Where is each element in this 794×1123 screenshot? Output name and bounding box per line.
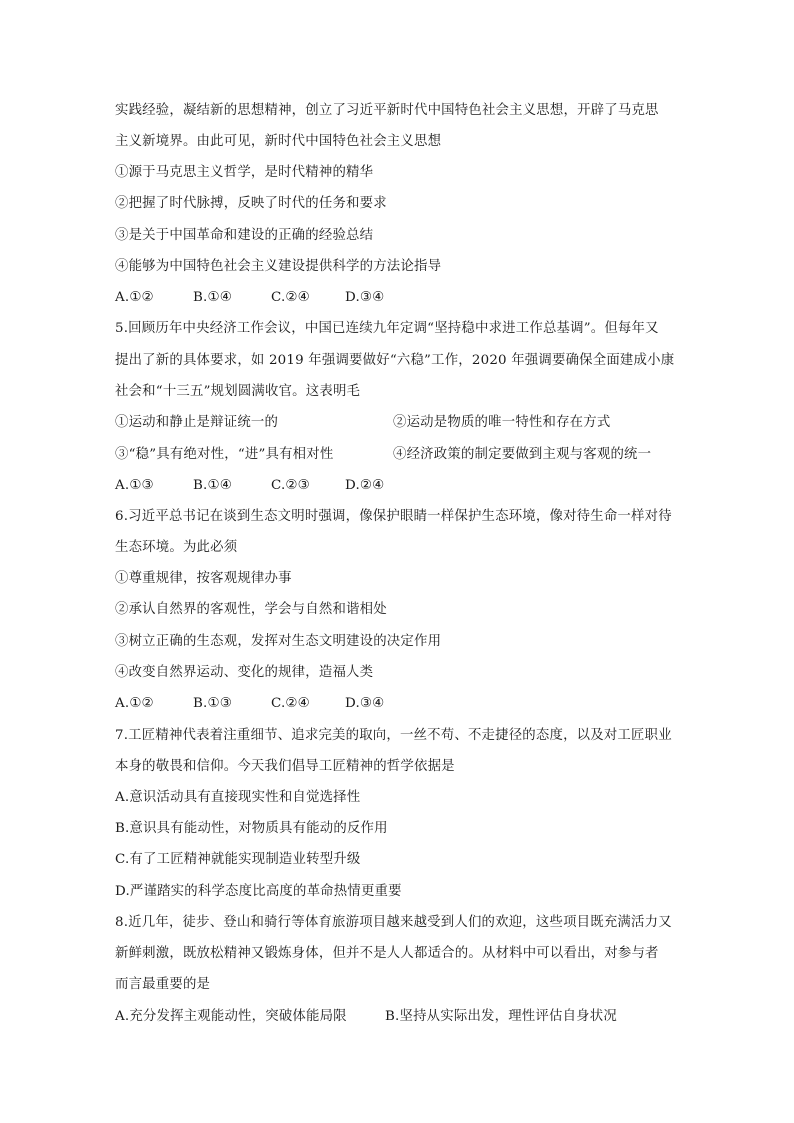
q4-item-3: ③是关于中国革命和建设的正确的经验总结: [115, 228, 374, 243]
q8-option-b: B.坚持从实际出发，理性评估自身状况: [385, 1009, 617, 1024]
q5-stem-line-2: 提出了新的具体要求，如 2019 年强调要做好“六稳”工作，2020 年强调要确保全面建成小康: [115, 353, 675, 368]
q7-option-c: C.有了工匠精神就能实现制造业转型升级: [115, 852, 361, 867]
q4-item-2: ②把握了时代脉搏，反映了时代的任务和要求: [115, 196, 387, 211]
q8-stem-line-2: 新鲜刺激，既放松精神又锻炼身体，但并不是人人都适合的。从材料中可以看出，对参与者: [115, 946, 659, 961]
q5-items-row-1: [115, 413, 685, 433]
q7-stem-line-1: 7.工匠精神代表着注重细节、追求完美的取向，一丝不苟、不走捷径的态度，以及对工匠职业: [115, 728, 672, 743]
q4-options: [115, 288, 685, 308]
q5-stem-line-3: 社会和“十三五”规划圆满收官。这表明毛: [115, 384, 361, 399]
q6-stem-line-1: 6.习近平总书记在谈到生态文明时强调，像保护眼睛一样保护生态环境，像对待生命一样对待: [115, 509, 672, 524]
q6-item-2: ②承认自然界的客观性，学会与自然和谐相处: [115, 602, 387, 617]
q6-option-d: D.③④: [345, 696, 385, 711]
q5-options: [115, 476, 685, 496]
q7-option-b: B.意识具有能动性，对物质具有能动的反作用: [115, 821, 388, 836]
q6-item-1: ①尊重规律，按客观规律办事: [115, 571, 292, 586]
q4-item-4: ④能够为中国特色社会主义建设提供科学的方法论指导: [115, 259, 442, 274]
q6-item-4: ④改变自然界运动、变化的规律，造福人类: [115, 665, 374, 680]
q8-option-a: A.充分发挥主观能动性，突破体能局限: [115, 1009, 347, 1024]
q5-item-4: ④经济政策的制定要做到主观与客观的统一: [393, 447, 652, 462]
q7-option-a: A.意识活动具有直接现实性和自觉选择性: [115, 790, 361, 805]
q5-option-c: C.②③: [271, 478, 310, 493]
q4-option-a: A.①②: [115, 290, 154, 305]
q4-option-c: C.②④: [271, 290, 310, 305]
q5-option-b: B.①④: [193, 478, 232, 493]
q6-item-3: ③树立正确的生态观，发挥对生态文明建设的决定作用: [115, 634, 442, 649]
q7-stem-line-2: 本身的敬畏和信仰。今天我们倡导工匠精神的哲学依据是: [115, 759, 455, 774]
q7-option-d: D.严谨踏实的科学态度比高度的革命热情更重要: [115, 884, 402, 899]
q5-stem-line-1: 5.回顾历年中央经济工作会议，中国已连续九年定调“坚持稳中求进工作总基调”。但每年又: [115, 321, 659, 336]
q5-item-1: ①运动和静止是辩证统一的: [115, 415, 279, 430]
q4-item-1: ①源于马克思主义哲学，是时代精神的精华: [115, 165, 374, 180]
q6-option-b: B.①③: [193, 696, 232, 711]
q4-option-b: B.①④: [193, 290, 232, 305]
q5-option-d: D.②④: [345, 478, 385, 493]
q5-option-a: A.①③: [115, 478, 154, 493]
q6-stem-line-2: 生态环境。为此必须: [115, 540, 238, 555]
q8-options-row-1: [115, 1007, 685, 1027]
q4-option-d: D.③④: [345, 290, 385, 305]
q8-stem-line-1: 8.近几年，徒步、登山和骑行等体育旅游项目越来越受到人们的欢迎，这些项目既充满活力又: [115, 915, 672, 930]
q5-items-row-2: [115, 445, 685, 465]
q6-options: [115, 694, 685, 714]
q8-stem-line-3: 而言最重要的是: [115, 977, 211, 992]
q4-stem-line-1: 实践经验，凝结新的思想精神，创立了习近平新时代中国特色社会主义思想，开辟了马克思: [115, 103, 659, 118]
q6-option-c: C.②④: [271, 696, 310, 711]
q4-stem-line-2: 主义新境界。由此可见，新时代中国特色社会主义思想: [115, 134, 442, 149]
q5-item-2: ②运动是物质的唯一特性和存在方式: [393, 415, 611, 430]
q6-option-a: A.①②: [115, 696, 154, 711]
q5-item-3: ③“稳”具有绝对性，“进”具有相对性: [115, 447, 334, 462]
